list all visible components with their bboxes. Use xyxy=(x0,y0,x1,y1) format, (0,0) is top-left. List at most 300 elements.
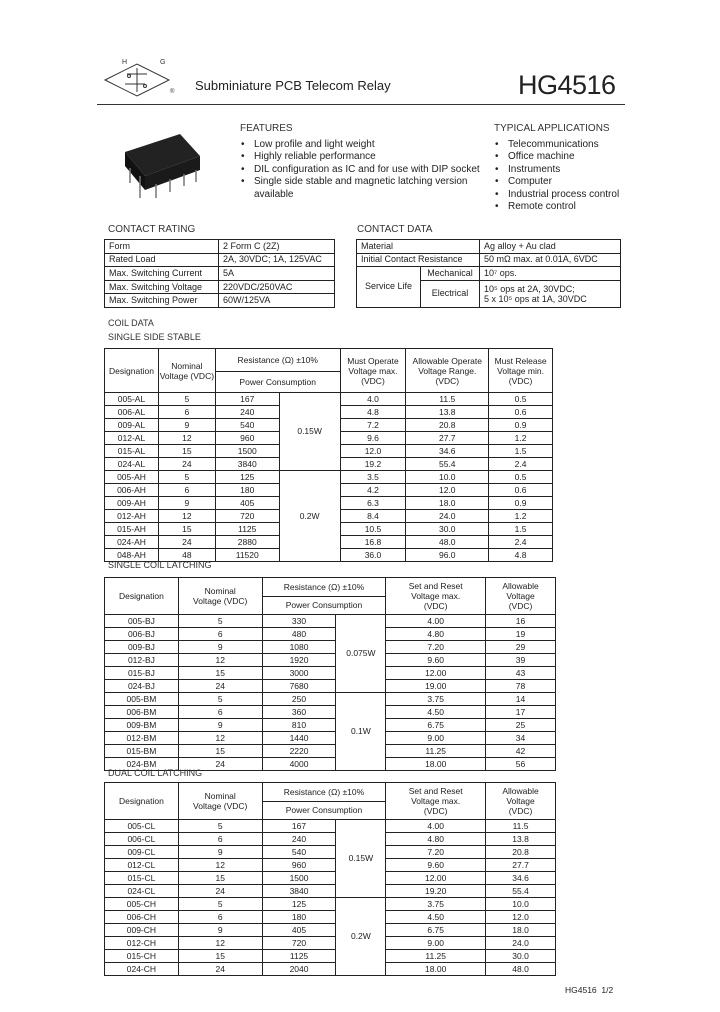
table-cell: 20.8 xyxy=(486,846,556,859)
table-cell: 167 xyxy=(215,393,279,406)
table-cell: 2A, 30VDC; 1A, 125VAC xyxy=(219,253,335,267)
table-cell: 012-CH xyxy=(105,937,179,950)
table-cell: 14 xyxy=(486,693,556,706)
table-cell: 4.50 xyxy=(386,911,486,924)
table-cell: 9 xyxy=(178,924,262,937)
col-designation: Designation xyxy=(105,578,179,615)
table-cell: 360 xyxy=(262,706,336,719)
table-cell: 024-BM xyxy=(105,758,179,771)
mechanical-value: 10⁷ ops. xyxy=(480,267,621,281)
table-cell: 6 xyxy=(178,628,262,641)
table-cell: 012-BJ xyxy=(105,654,179,667)
table-cell: 012-BM xyxy=(105,732,179,745)
table-row xyxy=(105,667,556,680)
table-cell: 9.00 xyxy=(386,732,486,745)
table-cell: 1500 xyxy=(215,445,279,458)
table-cell: 55.4 xyxy=(406,458,489,471)
table-cell: 015-BM xyxy=(105,745,179,758)
table-cell: 015-CL xyxy=(105,872,179,885)
col-allowable: Allowable Operate Voltage Range. (VDC) xyxy=(406,349,489,393)
table-cell: Rated Load xyxy=(105,253,219,267)
col-nominal: Nominal Voltage (VDC) xyxy=(178,783,262,820)
table-cell: 005-BM xyxy=(105,693,179,706)
table-cell: 1080 xyxy=(262,641,336,654)
table-cell: 960 xyxy=(262,859,336,872)
service-life-label: Service Life xyxy=(357,267,421,308)
electrical-label: Electrical xyxy=(421,280,480,307)
table-cell: 005-AL xyxy=(105,393,159,406)
table-cell: 6 xyxy=(158,406,215,419)
table-cell: 29 xyxy=(486,641,556,654)
table-cell: 7.20 xyxy=(386,641,486,654)
table-cell: 012-CL xyxy=(105,859,179,872)
table-cell: 1500 xyxy=(262,872,336,885)
table-row xyxy=(105,280,335,294)
table-cell: 0.6 xyxy=(489,406,553,419)
table-cell: 015-AH xyxy=(105,523,159,536)
single-coil-latching-heading: SINGLE COIL LATCHING xyxy=(108,560,212,570)
table-row xyxy=(105,641,556,654)
col-power: Power Consumption xyxy=(262,801,386,820)
table-cell: 005-BJ xyxy=(105,615,179,628)
table-cell: 43 xyxy=(486,667,556,680)
power-consumption-cell: 0.1W xyxy=(336,693,386,771)
table-cell: 12 xyxy=(158,432,215,445)
col-resistance: Resistance (Ω) ±10% xyxy=(262,578,386,597)
table-cell: 12 xyxy=(158,510,215,523)
dual-coil-latching-heading: DUAL COIL LATCHING xyxy=(108,768,203,778)
table-cell: 78 xyxy=(486,680,556,693)
table-cell: 3840 xyxy=(262,885,336,898)
mechanical-label: Mechanical xyxy=(421,267,480,281)
table-cell: 34.6 xyxy=(406,445,489,458)
col-set-reset: Set and Reset Voltage max. (VDC) xyxy=(386,783,486,820)
table-row xyxy=(105,654,556,667)
table-cell: 36.0 xyxy=(340,549,406,562)
table-cell: 405 xyxy=(215,497,279,510)
table-cell: 0.6 xyxy=(489,484,553,497)
table-cell: 39 xyxy=(486,654,556,667)
table-cell: 6.75 xyxy=(386,924,486,937)
table-cell: 5 xyxy=(178,693,262,706)
material-label: Material xyxy=(357,240,480,254)
table-cell: 7.2 xyxy=(340,419,406,432)
table-row xyxy=(105,294,335,308)
table-cell: 24 xyxy=(178,963,262,976)
table-cell: 10.5 xyxy=(340,523,406,536)
table-cell: 24 xyxy=(158,536,215,549)
table-cell: 006-BM xyxy=(105,706,179,719)
table-cell: 9 xyxy=(158,419,215,432)
table-cell: 10.0 xyxy=(406,471,489,484)
table-cell: 24 xyxy=(178,680,262,693)
table-cell: 20.8 xyxy=(406,419,489,432)
table-cell: 2880 xyxy=(215,536,279,549)
footer-page-number: 1/2 xyxy=(601,985,614,995)
table-cell: 6 xyxy=(158,484,215,497)
power-consumption-cell: 0.2W xyxy=(279,471,340,562)
table-cell: Max. Switching Power xyxy=(105,294,219,308)
table-cell: Max. Switching Voltage xyxy=(105,280,219,294)
table-cell: 015-AL xyxy=(105,445,159,458)
table-cell: 9 xyxy=(178,641,262,654)
table-cell: 2040 xyxy=(262,963,336,976)
single-side-stable-table xyxy=(104,348,553,562)
table-row xyxy=(105,240,335,254)
table-cell: 006-BJ xyxy=(105,628,179,641)
table-cell: 5 xyxy=(178,898,262,911)
table-cell: 024-CH xyxy=(105,963,179,976)
table-cell: 27.7 xyxy=(486,859,556,872)
relay-product-image xyxy=(120,128,205,203)
table-cell: 4.8 xyxy=(489,549,553,562)
page-title: Subminiature PCB Telecom Relay xyxy=(195,78,391,93)
col-release: Must Release Voltage min. (VDC) xyxy=(489,349,553,393)
table-cell: 4.80 xyxy=(386,833,486,846)
hg-logo xyxy=(97,56,182,100)
table-cell: 15 xyxy=(178,872,262,885)
resistance-value: 50 mΩ max. at 0.01A, 6VDC xyxy=(480,253,621,267)
table-cell: 19.2 xyxy=(340,458,406,471)
table-cell: 12 xyxy=(178,654,262,667)
col-power: Power Consumption xyxy=(215,372,340,393)
application-item: • Industrial process control xyxy=(494,189,634,201)
table-cell: 42 xyxy=(486,745,556,758)
feature-item: • Highly reliable performance xyxy=(240,151,490,163)
table-cell: 55.4 xyxy=(486,885,556,898)
table-cell: 5 xyxy=(178,820,262,833)
table-cell: 11520 xyxy=(215,549,279,562)
table-cell: 8.4 xyxy=(340,510,406,523)
col-resistance: Resistance (Ω) ±10% xyxy=(215,349,340,372)
electrical-value-1: 10⁵ ops at 2A, 30VDC; xyxy=(484,283,575,294)
table-cell: 0.5 xyxy=(489,471,553,484)
table-cell: 6 xyxy=(178,706,262,719)
table-cell: 9 xyxy=(178,719,262,732)
table-cell: 006-CH xyxy=(105,911,179,924)
features-list xyxy=(240,139,490,201)
col-allowable: Allowable Voltage (VDC) xyxy=(486,783,556,820)
table-cell: 3.75 xyxy=(386,693,486,706)
application-item: • Remote control xyxy=(494,201,634,213)
table-cell: 4.80 xyxy=(386,628,486,641)
table-cell: 34 xyxy=(486,732,556,745)
table-cell: 24 xyxy=(158,458,215,471)
table-cell: 9.60 xyxy=(386,654,486,667)
table-row xyxy=(105,719,556,732)
table-cell: 48 xyxy=(158,549,215,562)
table-cell: 9 xyxy=(178,846,262,859)
contact-rating-heading: CONTACT RATING xyxy=(108,224,196,235)
table-cell: 15 xyxy=(178,950,262,963)
features-heading: FEATURES xyxy=(240,123,293,134)
header-divider xyxy=(97,104,625,105)
table-cell: 4.50 xyxy=(386,706,486,719)
table-cell: 18.0 xyxy=(406,497,489,510)
table-cell: 6.3 xyxy=(340,497,406,510)
table-cell: 5A xyxy=(219,267,335,281)
col-operate: Must Operate Voltage max. (VDC) xyxy=(340,349,406,393)
table-cell: 5 xyxy=(178,615,262,628)
table-cell: 0.9 xyxy=(489,497,553,510)
model-number: HG4516 xyxy=(518,70,616,100)
table-cell: 1.2 xyxy=(489,510,553,523)
table-cell: 4.00 xyxy=(386,820,486,833)
table-cell: 18.00 xyxy=(386,758,486,771)
table-cell: 0.9 xyxy=(489,419,553,432)
single-side-stable-heading: SINGLE SIDE STABLE xyxy=(108,332,201,342)
table-cell: 6 xyxy=(178,911,262,924)
table-cell: 24 xyxy=(178,885,262,898)
table-cell: 006-AH xyxy=(105,484,159,497)
table-row xyxy=(105,732,556,745)
table-cell: 009-BJ xyxy=(105,641,179,654)
table-cell: 12.0 xyxy=(340,445,406,458)
table-cell: 250 xyxy=(262,693,336,706)
table-cell: 1.5 xyxy=(489,523,553,536)
table-cell: 13.8 xyxy=(406,406,489,419)
table-cell: 1920 xyxy=(262,654,336,667)
contact-data-heading: CONTACT DATA xyxy=(357,224,433,235)
logo-letter-g: G xyxy=(160,59,166,66)
table-row xyxy=(105,471,553,484)
table-row xyxy=(105,253,335,267)
table-cell: 9 xyxy=(158,497,215,510)
table-cell: 180 xyxy=(262,911,336,924)
table-row xyxy=(105,846,556,859)
table-cell: 18.0 xyxy=(486,924,556,937)
col-resistance: Resistance (Ω) ±10% xyxy=(262,783,386,802)
single-coil-latching-table xyxy=(104,577,556,771)
table-row xyxy=(105,833,556,846)
table-cell: 25 xyxy=(486,719,556,732)
table-row xyxy=(105,820,556,833)
col-designation: Designation xyxy=(105,783,179,820)
footer xyxy=(565,985,613,995)
table-cell: 4.0 xyxy=(340,393,406,406)
table-cell: 15 xyxy=(158,445,215,458)
table-cell: 9.6 xyxy=(340,432,406,445)
table-cell: 4.2 xyxy=(340,484,406,497)
table-cell: 19.20 xyxy=(386,885,486,898)
feature-item: • Single side stable and magnetic latching version available xyxy=(240,176,469,201)
col-nominal: Nominal Voltage (VDC) xyxy=(178,578,262,615)
table-cell: 48.0 xyxy=(486,963,556,976)
applications-heading: TYPICAL APPLICATIONS xyxy=(494,123,610,134)
table-cell: 180 xyxy=(215,484,279,497)
feature-item: • DIL configuration as IC and for use with DIP socket xyxy=(240,164,490,176)
table-cell: 12.00 xyxy=(386,872,486,885)
table-row xyxy=(105,680,556,693)
table-cell: 9.00 xyxy=(386,937,486,950)
table-cell: 1440 xyxy=(262,732,336,745)
table-cell: 9.60 xyxy=(386,859,486,872)
table-cell: 16.8 xyxy=(340,536,406,549)
table-cell: 005-CL xyxy=(105,820,179,833)
table-cell: 27.7 xyxy=(406,432,489,445)
electrical-value-2: 5 x 10⁵ ops at 1A, 30VDC xyxy=(484,293,587,304)
table-cell: 405 xyxy=(262,924,336,937)
table-cell: 19.00 xyxy=(386,680,486,693)
col-designation: Designation xyxy=(105,349,159,393)
table-cell: Max. Switching Current xyxy=(105,267,219,281)
table-row xyxy=(105,859,556,872)
table-cell: 009-CH xyxy=(105,924,179,937)
power-consumption-cell: 0.15W xyxy=(279,393,340,471)
applications-list xyxy=(494,139,634,213)
resistance-label: Initial Contact Resistance xyxy=(357,253,480,267)
table-row xyxy=(105,615,556,628)
table-cell: 16 xyxy=(486,615,556,628)
table-cell: 15 xyxy=(178,745,262,758)
table-row xyxy=(105,267,335,281)
table-row xyxy=(105,706,556,719)
table-cell: 2.4 xyxy=(489,536,553,549)
table-cell: 009-AL xyxy=(105,419,159,432)
table-cell: 1.5 xyxy=(489,445,553,458)
table-row xyxy=(105,693,556,706)
table-cell: 48.0 xyxy=(406,536,489,549)
table-cell: 24 xyxy=(178,758,262,771)
table-cell: 4000 xyxy=(262,758,336,771)
table-cell: 720 xyxy=(215,510,279,523)
table-cell: 4.00 xyxy=(386,615,486,628)
table-cell: 167 xyxy=(262,820,336,833)
table-cell: 015-BJ xyxy=(105,667,179,680)
table-cell: 006-AL xyxy=(105,406,159,419)
table-cell: 34.6 xyxy=(486,872,556,885)
table-row xyxy=(105,898,556,911)
table-cell: 19 xyxy=(486,628,556,641)
feature-item: • Low profile and light weight xyxy=(240,139,490,151)
application-item: • Instruments xyxy=(494,164,634,176)
table-row xyxy=(105,872,556,885)
application-item: • Computer xyxy=(494,176,634,188)
table-cell: 3000 xyxy=(262,667,336,680)
table-cell: 13.8 xyxy=(486,833,556,846)
coil-data-heading: COIL DATA xyxy=(108,318,154,328)
table-cell: 005-AH xyxy=(105,471,159,484)
table-cell: 15 xyxy=(158,523,215,536)
table-cell: 7.20 xyxy=(386,846,486,859)
table-cell: 11.5 xyxy=(486,820,556,833)
table-cell: 1125 xyxy=(215,523,279,536)
table-cell: 7680 xyxy=(262,680,336,693)
table-row xyxy=(105,963,556,976)
contact-rating-table xyxy=(104,239,335,308)
footer-model: HG4516 xyxy=(565,985,597,995)
application-item: • Telecommunications xyxy=(494,139,634,151)
table-cell: 60W/125VA xyxy=(219,294,335,308)
table-cell: 005-CH xyxy=(105,898,179,911)
table-cell: 024-BJ xyxy=(105,680,179,693)
table-cell: 3840 xyxy=(215,458,279,471)
table-cell: 015-CH xyxy=(105,950,179,963)
col-power: Power Consumption xyxy=(262,596,386,615)
table-cell: 024-AL xyxy=(105,458,159,471)
table-row xyxy=(105,628,556,641)
col-set-reset: Set and Reset Voltage max. (VDC) xyxy=(386,578,486,615)
table-cell: 12 xyxy=(178,732,262,745)
table-cell: 012-AL xyxy=(105,432,159,445)
table-cell: 6.75 xyxy=(386,719,486,732)
material-value: Ag alloy + Au clad xyxy=(480,240,621,254)
table-cell: 125 xyxy=(262,898,336,911)
table-cell: 12.0 xyxy=(406,484,489,497)
table-cell: 6 xyxy=(178,833,262,846)
table-cell: 96.0 xyxy=(406,549,489,562)
table-cell: 56 xyxy=(486,758,556,771)
application-item: • Office machine xyxy=(494,151,634,163)
table-cell: 24.0 xyxy=(406,510,489,523)
table-cell: 480 xyxy=(262,628,336,641)
table-cell: 2.4 xyxy=(489,458,553,471)
table-row xyxy=(105,393,553,406)
table-cell: 5 xyxy=(158,393,215,406)
table-cell: 30.0 xyxy=(486,950,556,963)
table-cell: 15 xyxy=(178,667,262,680)
power-consumption-cell: 0.075W xyxy=(336,615,386,693)
table-cell: 540 xyxy=(215,419,279,432)
col-allowable: Allowable Voltage (VDC) xyxy=(486,578,556,615)
table-cell: 024-AH xyxy=(105,536,159,549)
table-row xyxy=(105,911,556,924)
table-cell: 11.25 xyxy=(386,950,486,963)
table-cell: 009-AH xyxy=(105,497,159,510)
table-cell: 30.0 xyxy=(406,523,489,536)
table-cell: 3.75 xyxy=(386,898,486,911)
table-cell: 012-AH xyxy=(105,510,159,523)
col-nominal: Nominal Voltage (VDC) xyxy=(158,349,215,393)
table-cell: 12 xyxy=(178,859,262,872)
table-cell: 2 Form C (2Z) xyxy=(219,240,335,254)
table-cell: 12.00 xyxy=(386,667,486,680)
table-cell: 024-CL xyxy=(105,885,179,898)
contact-data-table xyxy=(356,239,621,308)
table-row xyxy=(105,745,556,758)
table-cell: 1125 xyxy=(262,950,336,963)
table-cell: 4.8 xyxy=(340,406,406,419)
table-cell: 17 xyxy=(486,706,556,719)
table-row xyxy=(105,950,556,963)
table-cell: 11.25 xyxy=(386,745,486,758)
dual-coil-latching-table xyxy=(104,782,556,976)
power-consumption-cell: 0.2W xyxy=(336,898,386,976)
table-row xyxy=(105,885,556,898)
table-cell: 009-CL xyxy=(105,846,179,859)
table-cell: 810 xyxy=(262,719,336,732)
table-cell: 720 xyxy=(262,937,336,950)
table-cell: 11.5 xyxy=(406,393,489,406)
table-cell: 24.0 xyxy=(486,937,556,950)
table-cell: 2220 xyxy=(262,745,336,758)
table-cell: 5 xyxy=(158,471,215,484)
table-cell: 330 xyxy=(262,615,336,628)
table-cell: 10.0 xyxy=(486,898,556,911)
table-cell: 048-AH xyxy=(105,549,159,562)
table-cell: 006-CL xyxy=(105,833,179,846)
table-cell: 3.5 xyxy=(340,471,406,484)
table-cell: 240 xyxy=(215,406,279,419)
table-row xyxy=(105,924,556,937)
table-cell: 1.2 xyxy=(489,432,553,445)
power-consumption-cell: 0.15W xyxy=(336,820,386,898)
table-cell: 125 xyxy=(215,471,279,484)
table-cell: 18.00 xyxy=(386,963,486,976)
table-cell: 960 xyxy=(215,432,279,445)
svg-text:®: ® xyxy=(170,89,175,95)
table-cell: 12.0 xyxy=(486,911,556,924)
